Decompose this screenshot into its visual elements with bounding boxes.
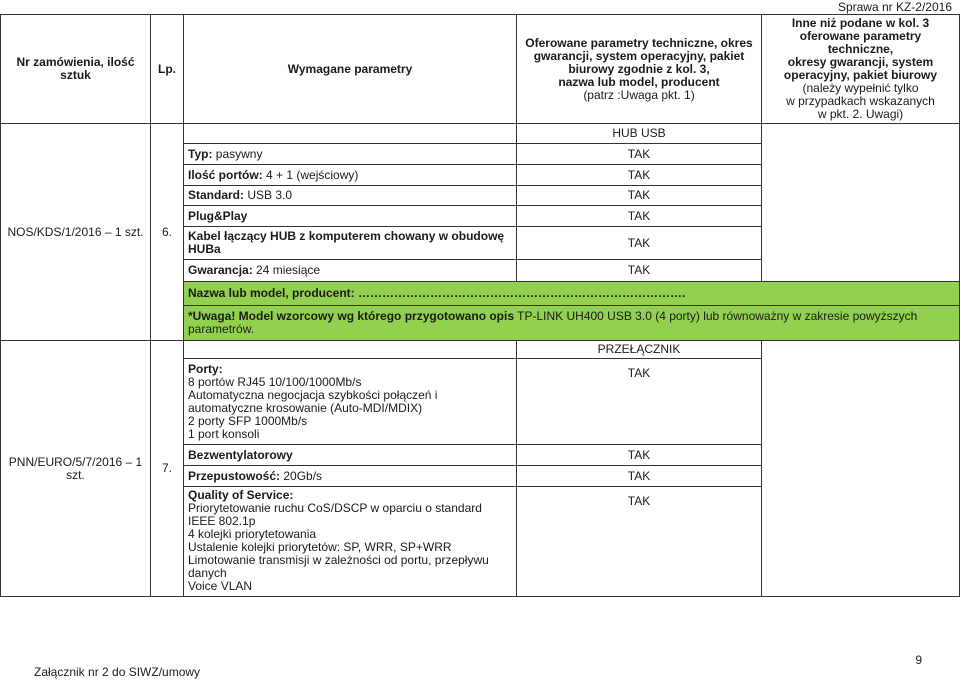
- switch-tak: TAK: [517, 445, 762, 466]
- switch-tak: TAK: [517, 487, 762, 597]
- header-offered-params: Oferowane parametry techniczne, okres gwarancji, system operacyjny, pakiet biurowy zgodnie z kol. 3, nazwa lub model, producent (patrz :Uwaga pkt. 1): [517, 15, 762, 124]
- switch-qos-row: Quality of Service: Priorytetowanie ruchu CoS/DSCP w oparciu o standard IEEE 802.1p 4 kolejki priorytetowania Ustalenie kolejki priorytetów: SP, WRR, SP+WRR Limotowanie transmisji w zależności od portu, przepływu danych Voice VLAN TAK: [1, 487, 960, 597]
- switch-fanless-row: Bezwentylatorowy TAK: [1, 445, 960, 466]
- switch-tak: TAK: [517, 466, 762, 487]
- document-reference: Sprawa nr KZ-2/2016: [837, 0, 952, 14]
- switch-section-title: PRZEŁĄCZNIK: [517, 341, 762, 359]
- hub-param-row: Ilość portów: 4 + 1 (wejściowy) TAK: [1, 165, 960, 186]
- hub-param-row: Kabel łączący HUB z komputerem chowany w obudowę HUBa TAK: [1, 227, 960, 260]
- header-required-params: Wymagane parametry: [184, 15, 517, 124]
- hub-tak: TAK: [517, 227, 762, 260]
- hub-tak: TAK: [517, 165, 762, 186]
- hub-param-row: Typ: pasywny TAK: [1, 144, 960, 165]
- hub-lp: 6.: [151, 124, 184, 341]
- hub-param-row: Standard: USB 3.0 TAK: [1, 186, 960, 206]
- hub-section-title: HUB USB: [517, 124, 762, 144]
- hub-note: *Uwaga! Model wzorcowy wg którego przygotowano opis TP-LINK UH400 USB 3.0 (4 porty) lub równoważny w zakresie powyższych parametrów.: [184, 306, 960, 341]
- header-row: [1, 15, 960, 124]
- hub-tak: TAK: [517, 206, 762, 227]
- header-order: Nr zamówienia, ilość sztuk: [1, 15, 151, 124]
- hub-tak: TAK: [517, 144, 762, 165]
- hub-model-line: Nazwa lub model, producent: ……………………………………………………………………….: [184, 282, 960, 306]
- footer-attachment: Załącznik nr 2 do SIWZ/umowy: [34, 665, 201, 679]
- switch-ports-row: Porty: 8 portów RJ45 10/100/1000Mb/s Automatyczna negocjacja szybkości połączeń i automatyczne krosowanie (Auto-MDI/MDIX) 2 porty SFP 1000Mb/s 1 port konsoli TAK: [1, 359, 960, 445]
- page-number: 9: [915, 653, 922, 667]
- hub-tak: TAK: [517, 260, 762, 282]
- hub-order: NOS/KDS/1/2016 – 1 szt.: [1, 124, 151, 341]
- header-lp: Lp.: [151, 15, 184, 124]
- header-other-params: Inne niż podane w kol. 3 oferowane parametry techniczne, okresy gwarancji, system operacyjny, pakiet biurowy (należy wypełnić tylko w przypadkach wskazanych w pkt. 2. Uwagi): [762, 15, 960, 124]
- specification-table: [0, 14, 960, 597]
- switch-order: PNN/EURO/5/7/2016 – 1 szt.: [1, 341, 151, 597]
- switch-tak: TAK: [517, 359, 762, 445]
- switch-lp: 7.: [151, 341, 184, 597]
- hub-param-row: Plug&Play TAK: [1, 206, 960, 227]
- switch-throughput-row: Przepustowość: 20Gb/s TAK: [1, 466, 960, 487]
- hub-tak: TAK: [517, 186, 762, 206]
- hub-param-row: Gwarancja: 24 miesiące TAK: [1, 260, 960, 282]
